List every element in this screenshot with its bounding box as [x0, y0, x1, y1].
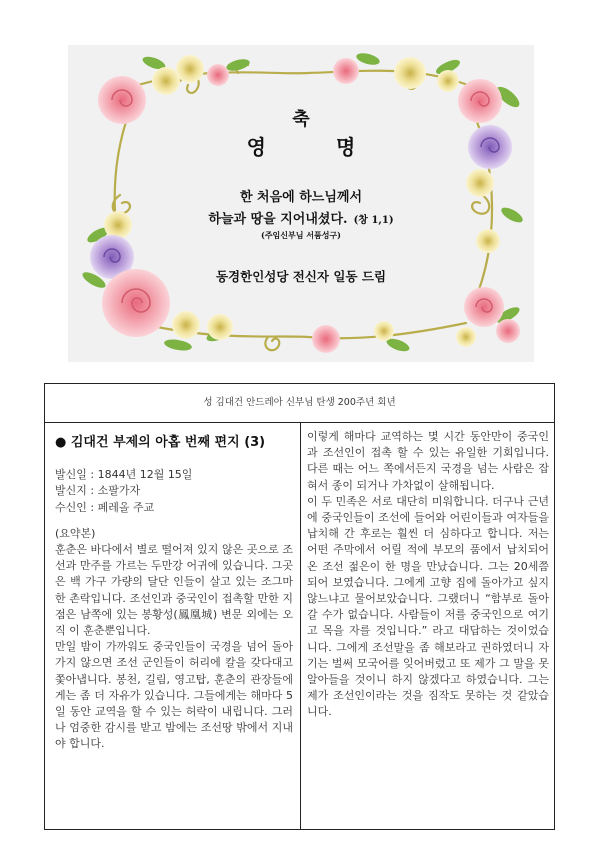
- verse-note: (주임신부님 서품성구): [261, 230, 341, 240]
- card-signature: 동경한인성당 전신자 일동 드림: [215, 269, 387, 284]
- card-title-word-a: 영: [246, 135, 266, 159]
- card-title-word-b: 명: [336, 135, 356, 159]
- paragraph: 이렇게 해마다 교역하는 몇 시간 동안만이 중국인과 조선인이 접촉 할 수 있는 유일한 기회입니다. 다른 때는 어느 쪽에서든지 국경을 넘는 사람은 잡혀서 종이 되거나 가차없이 살해됩니다.: [307, 430, 549, 492]
- paragraph: 만일 밤이 가까워도 중국인들이 국경을 넘어 돌아가지 않으면 조선 군인들이 허리에 칼을 갖다대고 쫓아냅니다. 봉천, 길림, 영고탑, 훈춘의 관장들에게는 좀 더 자유가 있습니다. 그들에게는 해마다 5일 동안 교역을 할 수 있는 허락이 내립니다. 그러나 엄중한 감시를 받고 밤에는 조선땅 밖에서 지내야 합니다.: [55, 640, 293, 751]
- letter-title: ● 김대건 부제의 아홉 번째 편지 (3): [55, 435, 266, 450]
- paragraph: 이 두 민족은 서로 대단히 미워합니다. 더구나 근년에 중국인들이 조선에 들어와 어린이들과 여자들을 납치해 간 후로는 훨씬 더 심하다고 합니다. 저는 어떤 주막에서 어릴 적에 부모의 품에서 납치되어 온 조선 젊은이 한 명을 만났습니다. 그는 20세쯤 되어 보였습니다. 그에게 고향 집에 돌아가고 싶지 않느냐고 물어보았습니다. 그랬더니 “함부로 돌아갈 수가 없습니다. 사람들이 저를 중국인으로 여기고 목을 자를 것입니다.” 라고 대답하는 것이었습니다. 그에게 조선말을 좀 해보라고 권하였더니 자기는 벌써 모국어를 잊어버렸고 또 제가 그 말을 못 알아들을 것이니 하지 않겠다고 하였습니다. 그는 제가 조선인이라는 것을 짐작도 못하는 것 같았습니다.: [307, 494, 549, 719]
- verse-line-2-text: 하늘과 땅을 지어내셨다.: [208, 212, 348, 227]
- right-column: [307, 429, 549, 721]
- verse-line-1: 한 처음에 하느님께서: [239, 190, 363, 205]
- newsletter-header: 성 김대건 안드레아 신부님 탄생 200주년 회년: [45, 384, 554, 423]
- summary-label: (요약본): [55, 526, 96, 540]
- newsletter-box: [44, 383, 555, 830]
- meta-send-date: 발신일 : 1844년 12월 15일: [55, 468, 193, 482]
- verse-line-2: [68, 208, 534, 227]
- meta-recipient: 수신인 : 페레올 주교: [55, 500, 155, 514]
- left-column: [55, 429, 293, 753]
- celebration-card: [68, 45, 534, 362]
- column-divider: [300, 422, 301, 829]
- paragraph: 훈춘은 바다에서 별로 떨어져 있지 않은 곳으로 조선과 만주를 가르는 두만강 어귀에 있습니다. 그곳은 백 가구 가량의 달단 인들이 살고 있는 조그마한 촌락입니다. 조선인과 중국인이 접촉할 만한 지점은 남쪽에 있는 봉황성(鳳凰城) 변문 외에는 오직 이 훈춘뿐입니다.: [55, 543, 293, 638]
- verse-reference: (창 1,1): [353, 215, 394, 226]
- card-title-line1: 축: [292, 109, 310, 130]
- card-title-line2: [68, 131, 534, 160]
- meta-send-place: 발신지 : 소팔가자: [55, 484, 141, 498]
